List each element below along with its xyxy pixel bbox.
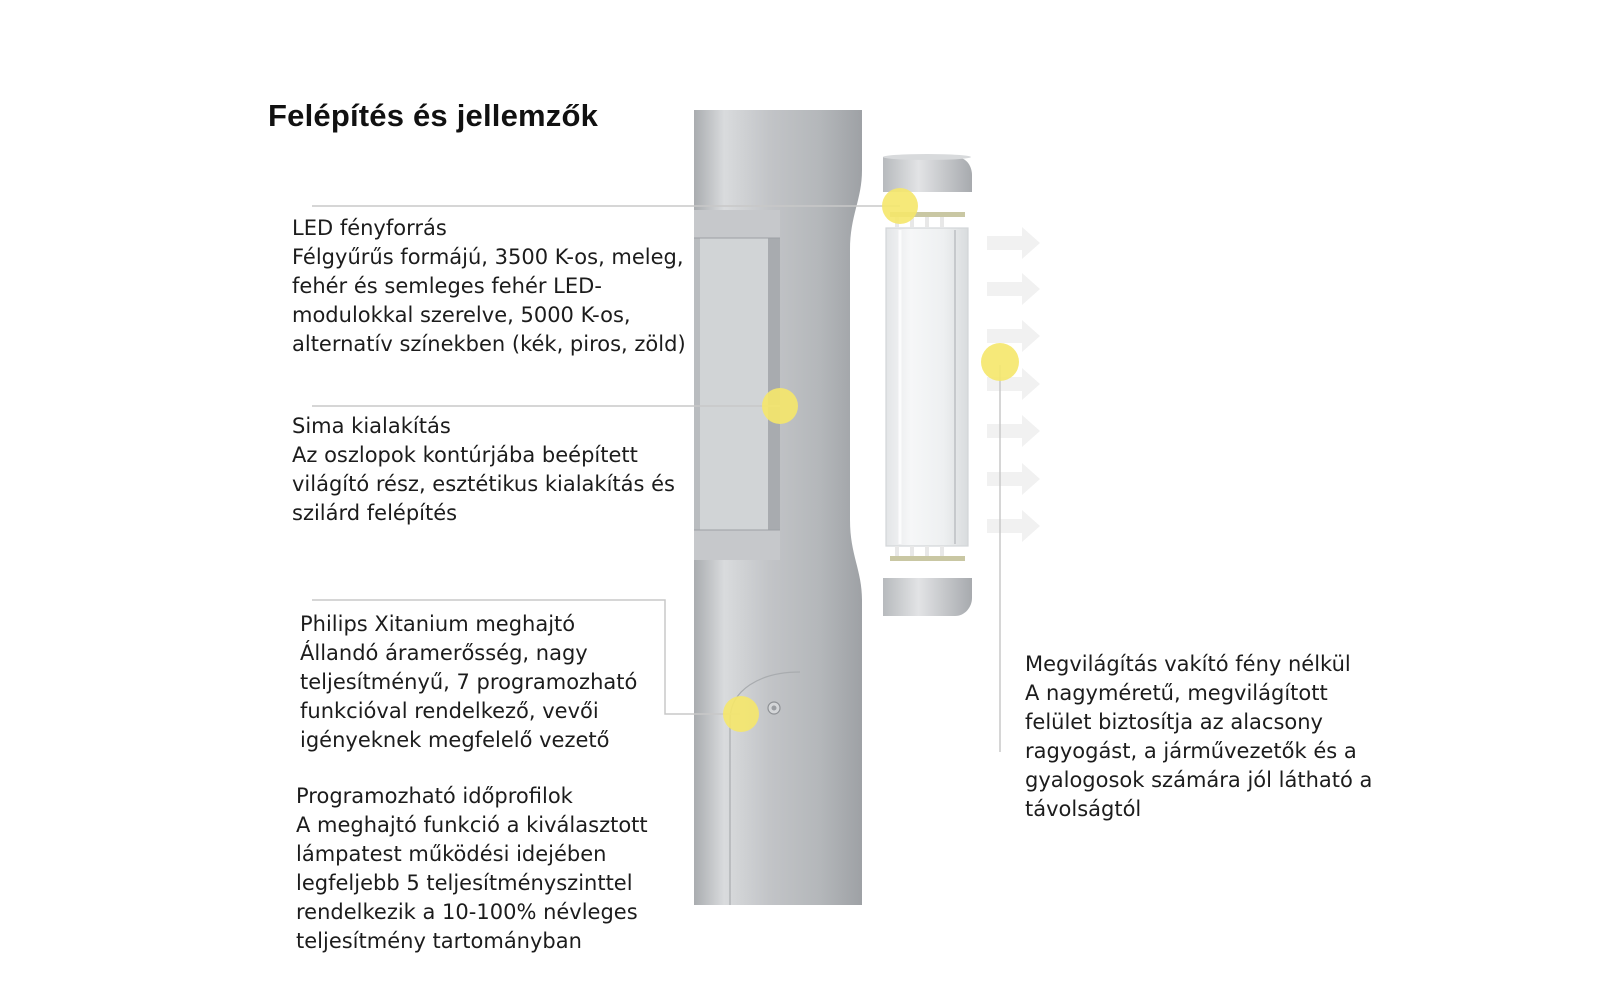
feature-line: Állandó áramerősség, nagy [300,641,588,665]
feature-line: ragyogást, a járművezetők és a [1025,739,1357,763]
marker-smooth-design [762,388,798,424]
feature-line: modulokkal szerelve, 5000 K-os, [292,303,631,327]
feature-heading: Philips Xitanium meghajtó [300,612,576,636]
feature-line: Félgyűrűs formájú, 3500 K-os, meleg, [292,245,684,269]
feature-smooth-design [292,412,675,528]
feature-line: A meghajtó funkció a kiválasztott [296,813,648,837]
bottom-cap [883,578,972,616]
feature-line: Az oszlopok kontúrjába beépített [292,443,638,467]
feature-line: rendelkezik a 10-100% névleges [296,900,638,924]
marker-led-source [882,188,918,224]
top-cap [883,157,972,192]
feature-line: fehér és semleges fehér LED- [292,274,602,298]
feature-line: alternatív színekben (kék, piros, zöld) [292,332,686,356]
marker-driver [723,696,759,732]
page-title: Felépítés és jellemzők [268,98,599,133]
led-ring-bottom [890,546,965,561]
feature-driver [300,610,637,755]
feature-heading: LED fényforrás [292,216,447,240]
feature-heading: Sima kialakítás [292,414,451,438]
feature-line: igényeknek megfelelő vezető [300,728,610,752]
feature-line: világító rész, esztétikus kialakítás és [292,472,675,496]
light-arrows [987,227,1040,542]
feature-line: funkcióval rendelkező, vevői [300,699,599,723]
feature-heading: Programozható időprofilok [296,784,573,808]
feature-glare-free [1025,650,1372,824]
feature-line: A nagyméretű, megvilágított [1025,681,1328,705]
feature-line: legfeljebb 5 teljesítményszinttel [296,871,633,895]
feature-line: távolságtól [1025,797,1142,821]
feature-heading: Megvilágítás vakító fény nélkül [1025,652,1351,676]
feature-line: szilárd felépítés [292,501,458,525]
feature-time-profiles [296,782,648,956]
feature-line: felület biztosítja az alacsony [1025,710,1323,734]
feature-led-source [292,214,686,359]
marker-glare-free [981,343,1019,381]
feature-line: gyalogosok számára jól látható a [1025,768,1373,792]
feature-line: teljesítményű, 7 programozható [300,670,638,694]
feature-line: teljesítmény tartományban [296,929,582,953]
feature-line: lámpatest működési idejében [296,842,607,866]
